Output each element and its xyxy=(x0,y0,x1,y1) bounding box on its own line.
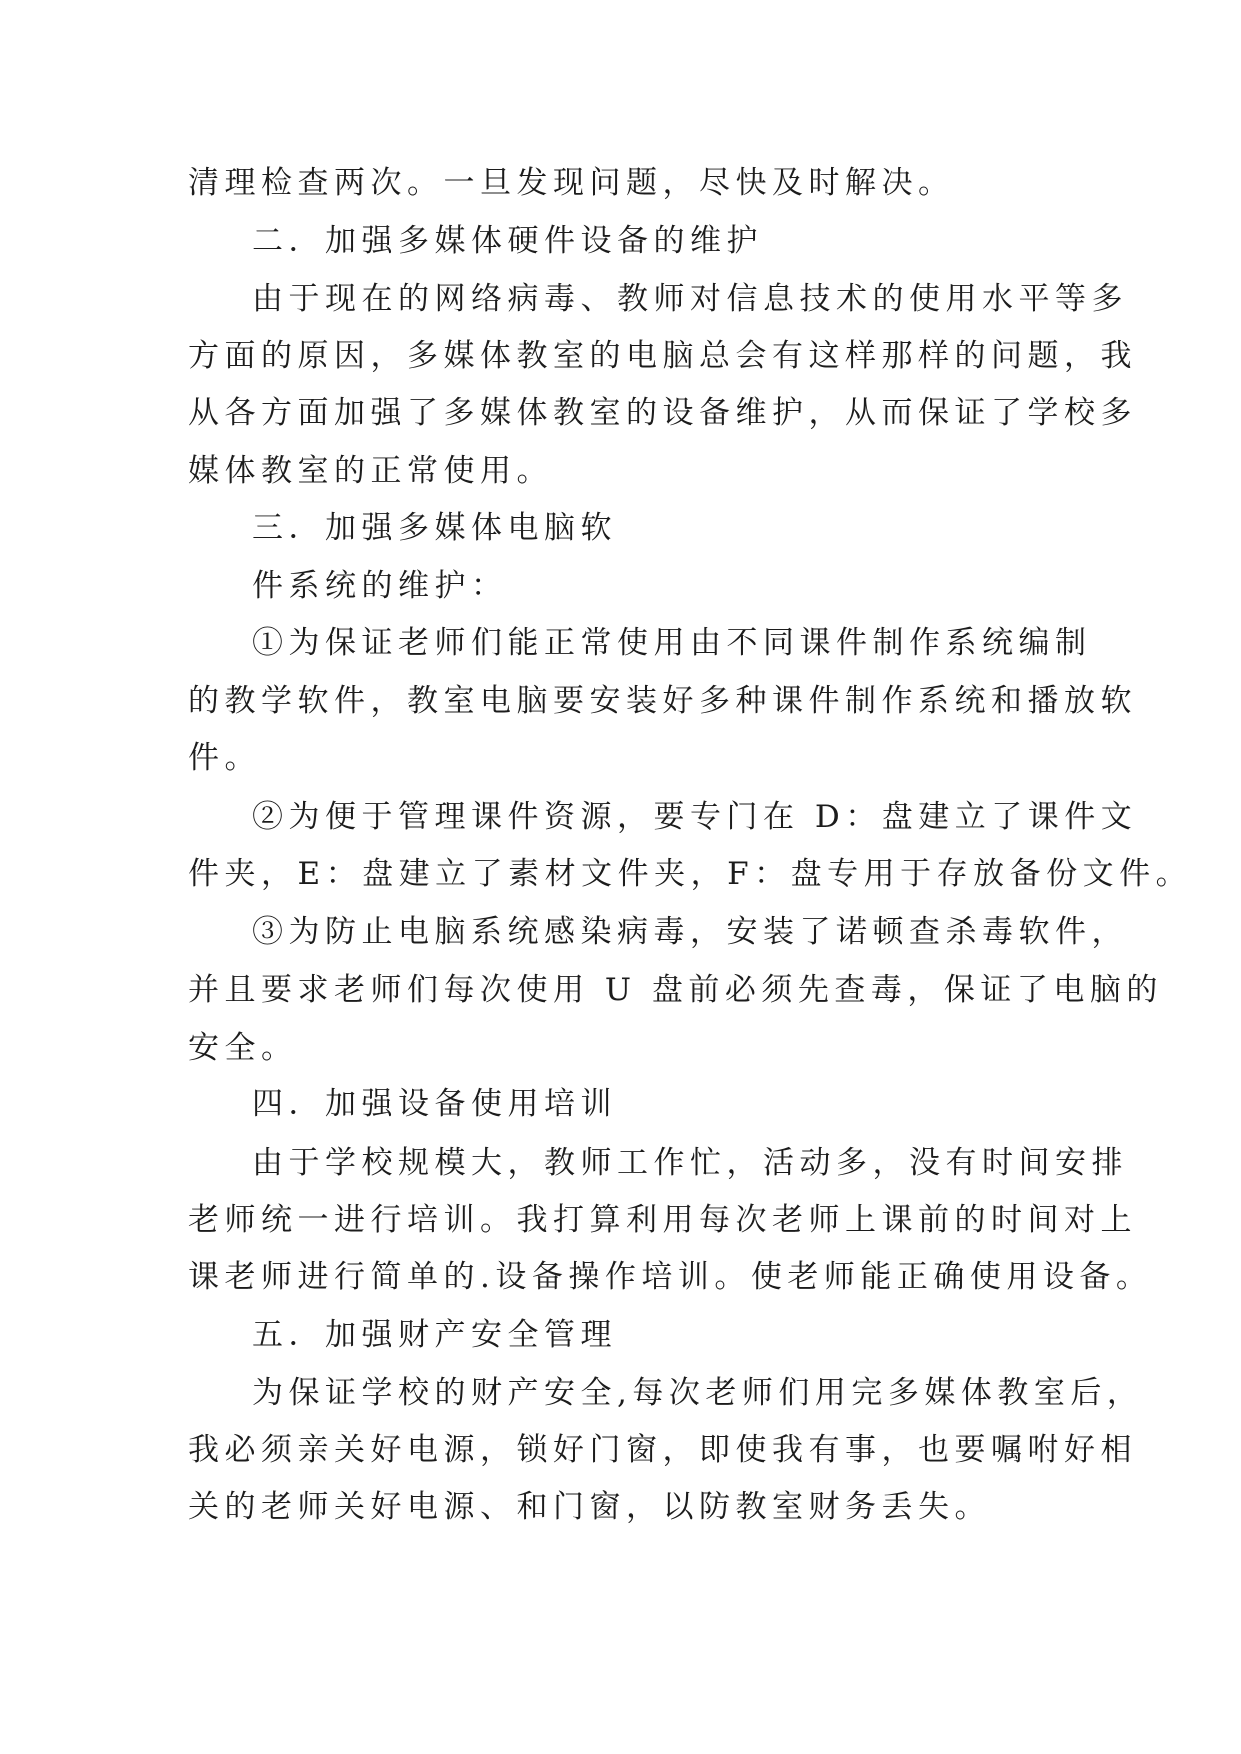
body-text-line: 从各方面加强了多媒体教室的设备维护，从而保证了学校多 xyxy=(188,395,1137,431)
body-text-line: 方面的原因，多媒体教室的电脑总会有这样那样的问题，我 xyxy=(188,338,1137,374)
body-text-line: 媒体教室的正常使用。 xyxy=(188,453,553,489)
body-text-line: 关的老师关好电源、和门窗，以防教室财务丢失。 xyxy=(188,1489,991,1525)
section-heading: 二．加强多媒体硬件设备的维护 xyxy=(252,223,763,259)
body-text-line: 由于学校规模大，教师工作忙，活动多，没有时间安排 xyxy=(252,1145,1128,1181)
body-text-line: 课老师进行简单的.设备操作培训。使老师能正确使用设备。 xyxy=(188,1259,1153,1295)
section-heading: 五．加强财产安全管理 xyxy=(252,1317,617,1353)
section-heading: 三．加强多媒体电脑软 xyxy=(252,510,617,546)
body-text-line: 安全。 xyxy=(188,1030,298,1066)
body-text-line: 件。 xyxy=(188,740,261,776)
body-text-line: ③为防止电脑系统感染病毒，安装了诺顿查杀毒软件， xyxy=(252,914,1128,950)
body-text-line: 件夹，E：盘建立了素材文件夹，F：盘专用于存放备份文件。 xyxy=(188,856,1193,892)
body-text-line: ①为保证老师们能正常使用由不同课件制作系统编制 xyxy=(252,625,1092,661)
body-text-line: 清理检查两次。一旦发现问题，尽快及时解决。 xyxy=(188,165,955,201)
section-heading: 四．加强设备使用培训 xyxy=(252,1086,617,1122)
body-text-line: 我必须亲关好电源，锁好门窗，即使我有事，也要嘱咐好相 xyxy=(188,1432,1137,1468)
body-text-line: 为保证学校的财产安全,每次老师们用完多媒体教室后， xyxy=(252,1375,1144,1411)
body-text-line: 并且要求老师们每次使用 U 盘前必须先查毒，保证了电脑的 xyxy=(188,972,1163,1008)
body-text-line: 由于现在的网络病毒、教师对信息技术的使用水平等多 xyxy=(252,281,1128,317)
body-text-line: 老师统一进行培训。我打算利用每次老师上课前的时间对上 xyxy=(188,1202,1137,1238)
body-text-line: ②为便于管理课件资源，要专门在 D：盘建立了课件文 xyxy=(252,799,1138,835)
body-text-line: 的教学软件，教室电脑要安装好多种课件制作系统和播放软 xyxy=(188,683,1137,719)
body-text-line: 件系统的维护： xyxy=(252,568,508,604)
